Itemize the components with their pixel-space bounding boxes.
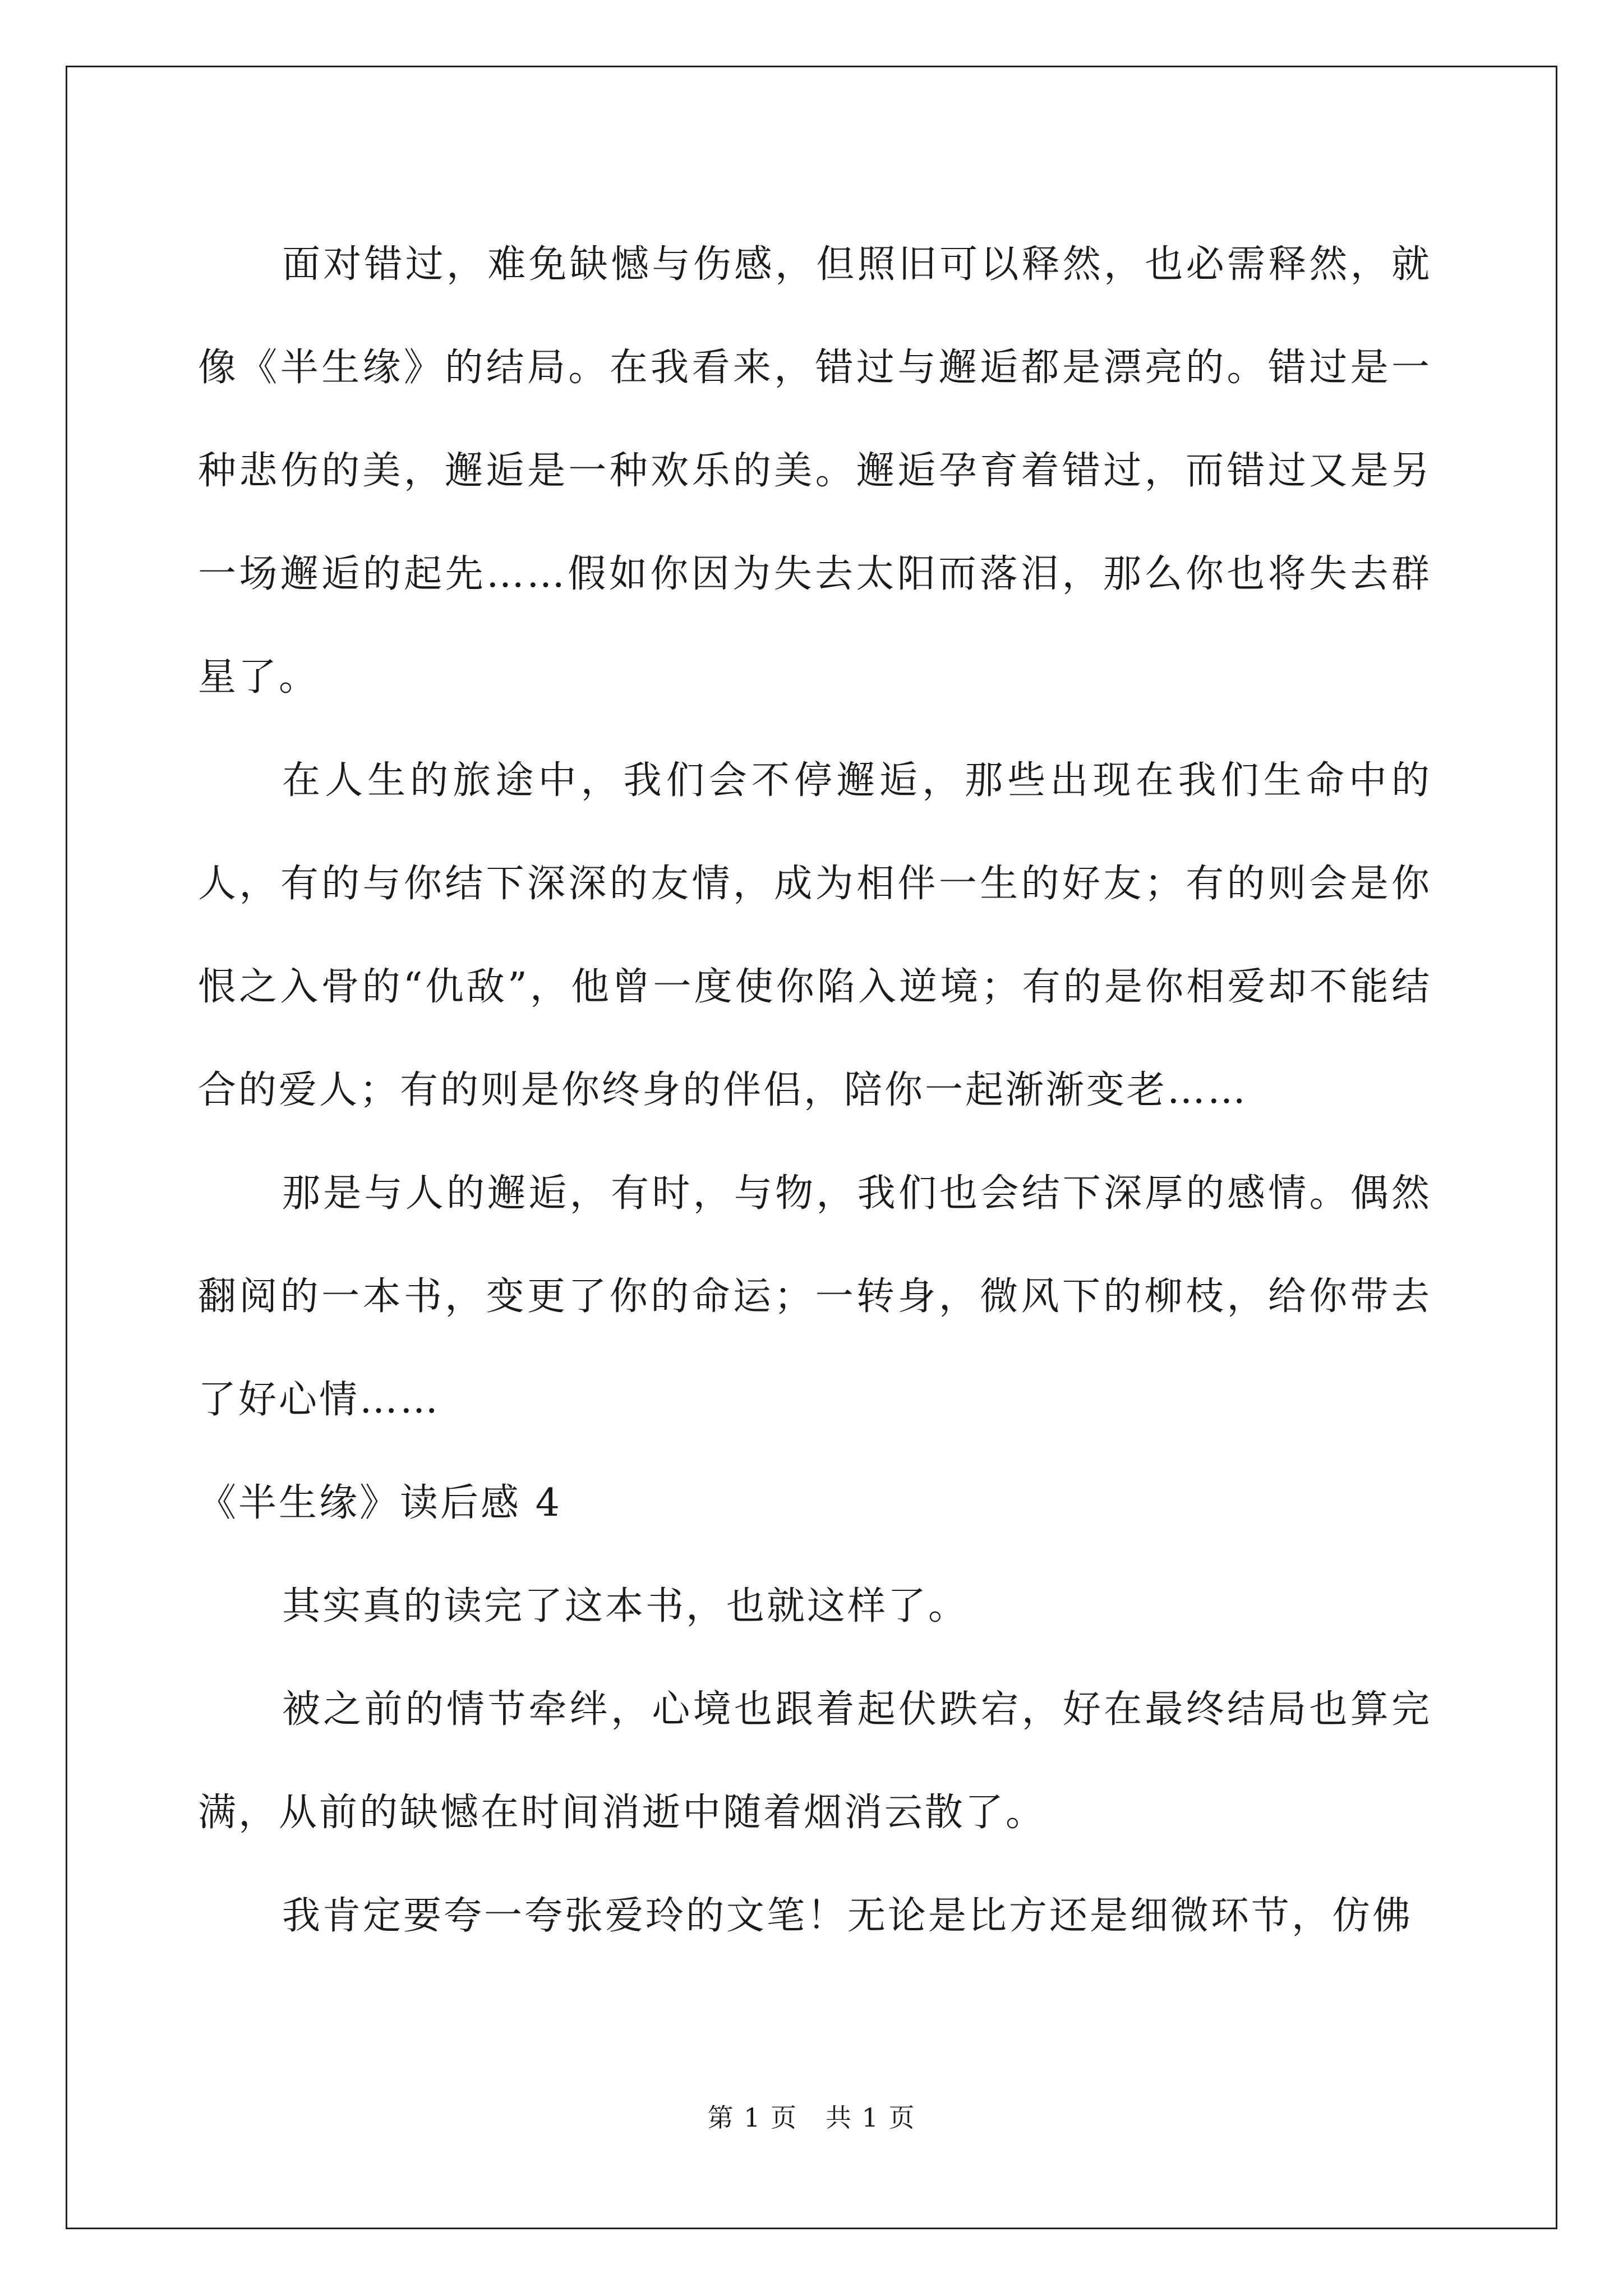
- paragraph: 面对错过，难免缺憾与伤感，但照旧可以释然，也必需释然，就像《半生缘》的结局。在我看来，错过与邂逅都是漂亮的。错过是一种悲伤的美，邂逅是一种欢乐的美。邂逅孕育着错过，而错过又是另一场邂逅的起先……假如你因为失去太阳而落泪，那么你也将失去群星了。: [198, 242, 1432, 700]
- section-heading: 《半生缘》读后感 4: [198, 1481, 562, 1525]
- paragraph: 那是与人的邂逅，有时，与物，我们也会结下深厚的感情。偶然翻阅的一本书，变更了你的命运；一转身，微风下的柳枝，给你带去了好心情……: [198, 1171, 1432, 1422]
- page-footer: [0, 2101, 1623, 2134]
- paragraph: 在人生的旅途中，我们会不停邂逅，那些出现在我们生命中的人，有的与你结下深深的友情，成为相伴一生的好友；有的则会是你恨之入骨的“仇敌”，他曾一度使你陷入逆境；有的是你相爱却不能结合的爱人；有的则是你终身的伴侣，陪你一起渐渐变老……: [198, 758, 1432, 1112]
- page-number-total: 共 1 页: [826, 2102, 916, 2133]
- paragraph: 其实真的读完了这本书，也就这样了。: [282, 1584, 969, 1628]
- paragraph: 我肯定要夸一夸张爱玲的文笔！无论是比方还是细微环节，仿佛: [282, 1894, 1413, 1938]
- document-body: [198, 213, 1432, 1968]
- paragraph: 被之前的情节牵绊，心境也跟着起伏跌宕，好在最终结局也算完满，从前的缺憾在时间消逝中随着烟消云散了。: [198, 1687, 1432, 1835]
- page-number-current: 第 1 页: [707, 2102, 797, 2133]
